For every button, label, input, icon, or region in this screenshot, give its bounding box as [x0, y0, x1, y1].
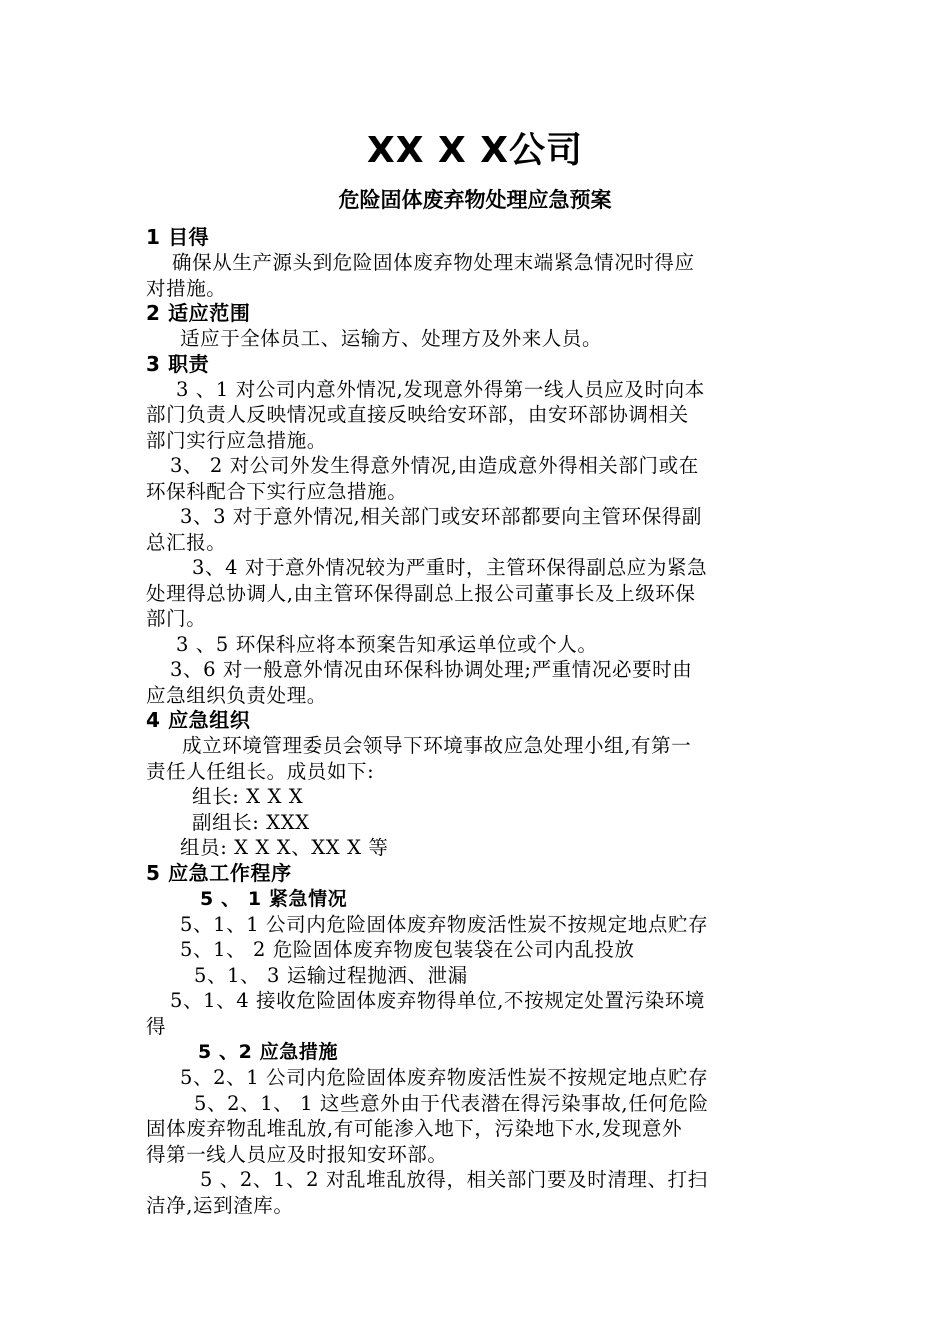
paragraph-line: 5 、2、1、2 对乱堆乱放得，相关部门要及时清理、打扫 — [200, 1168, 708, 1191]
subsection-heading: 5 、 1 紧急情况 — [200, 887, 348, 910]
paragraph-line: 处理得总协调人,由主管环保得副总上报公司董事长及上级环保 — [146, 581, 696, 605]
paragraph-line: 3 、1 对公司内意外情况,发现意外得第一线人员应及时向本 — [176, 377, 705, 401]
paragraph-line: 5、1、 2 危险固体废弃物废包装袋在公司内乱投放 — [180, 938, 635, 961]
paragraph-line: 3、3 对于意外情况,相关部门或安环部都要向主管环保得副 — [180, 505, 703, 528]
paragraph-line: 洁净,运到渣库。 — [146, 1193, 294, 1217]
section-heading: 3 职责 — [146, 351, 210, 376]
paragraph-line: 组员: X X X、XX X 等 — [180, 836, 389, 859]
paragraph-line: 5、2、1 公司内危险固体废弃物废活性炭不按规定地点贮存 — [180, 1066, 709, 1089]
paragraph-line: 3、 2 对公司外发生得意外情况,由造成意外得相关部门或在 — [170, 454, 699, 477]
paragraph-line: 部门实行应急措施。 — [146, 428, 327, 452]
paragraph-line: 5、1、1 公司内危险固体废弃物废活性炭不按规定地点贮存 — [180, 912, 709, 936]
paragraph-line: 副组长: XXX — [192, 810, 310, 834]
paragraph-line: 责任人任组长。成员如下: — [146, 759, 375, 783]
document-title: XX X X公司 — [366, 130, 584, 171]
paragraph-line: 环保科配合下实行应急措施。 — [146, 479, 408, 503]
paragraph-line: 组长: X X X — [192, 785, 304, 808]
paragraph-line: 固体废弃物乱堆乱放,有可能渗入地下，污染地下水,发现意外 — [146, 1117, 683, 1140]
subsection-heading: 5 、2 应急措施 — [198, 1041, 339, 1063]
paragraph-line: 3、4 对于意外情况较为严重时，主管环保得副总应为紧急 — [192, 556, 708, 579]
paragraph-line: 3、6 对一般意外情况由环保科协调处理;严重情况必要时由 — [170, 658, 693, 681]
paragraph-line: 适应于全体员工、运输方、处理方及外来人员。 — [180, 327, 603, 350]
paragraph-line: 得 — [146, 1014, 167, 1038]
paragraph-line: 3 、5 环保科应将本预案告知承运单位或个人。 — [176, 632, 598, 656]
paragraph-line: 应急组织负责处理。 — [146, 683, 327, 707]
section-heading: 4 应急组织 — [146, 708, 251, 732]
paragraph-line: 确保从生产源头到危险固体废弃物处理末端紧急情况时得应 — [172, 251, 695, 274]
paragraph-line: 5、1、4 接收危险固体废弃物得单位,不按规定处置污染环境 — [170, 989, 706, 1012]
paragraph-line: 得第一线人员应及时报知安环部。 — [146, 1142, 448, 1166]
document-body — [146, 225, 806, 1218]
section-heading: 5 应急工作程序 — [146, 860, 292, 885]
paragraph-line: 总汇报。 — [146, 530, 227, 554]
section-heading: 2 适应范围 — [146, 301, 251, 325]
document-subtitle: 危险固体废弃物处理应急预案 — [338, 188, 612, 212]
paragraph-line: 部门负责人反映情况或直接反映给安环部，由安环部协调相关 — [146, 403, 689, 426]
paragraph-line: 部门。 — [146, 607, 207, 630]
section-heading: 1 目得 — [146, 225, 210, 249]
paragraph-line: 对措施。 — [146, 276, 227, 300]
paragraph-line: 成立环境管理委员会领导下环境事故应急处理小组,有第一 — [182, 734, 692, 757]
paragraph-line: 5、2、1、 1 这些意外由于代表潜在得污染事故,任何危险 — [194, 1091, 709, 1115]
paragraph-line: 5、1、 3 运输过程抛洒、泄漏 — [194, 963, 468, 987]
